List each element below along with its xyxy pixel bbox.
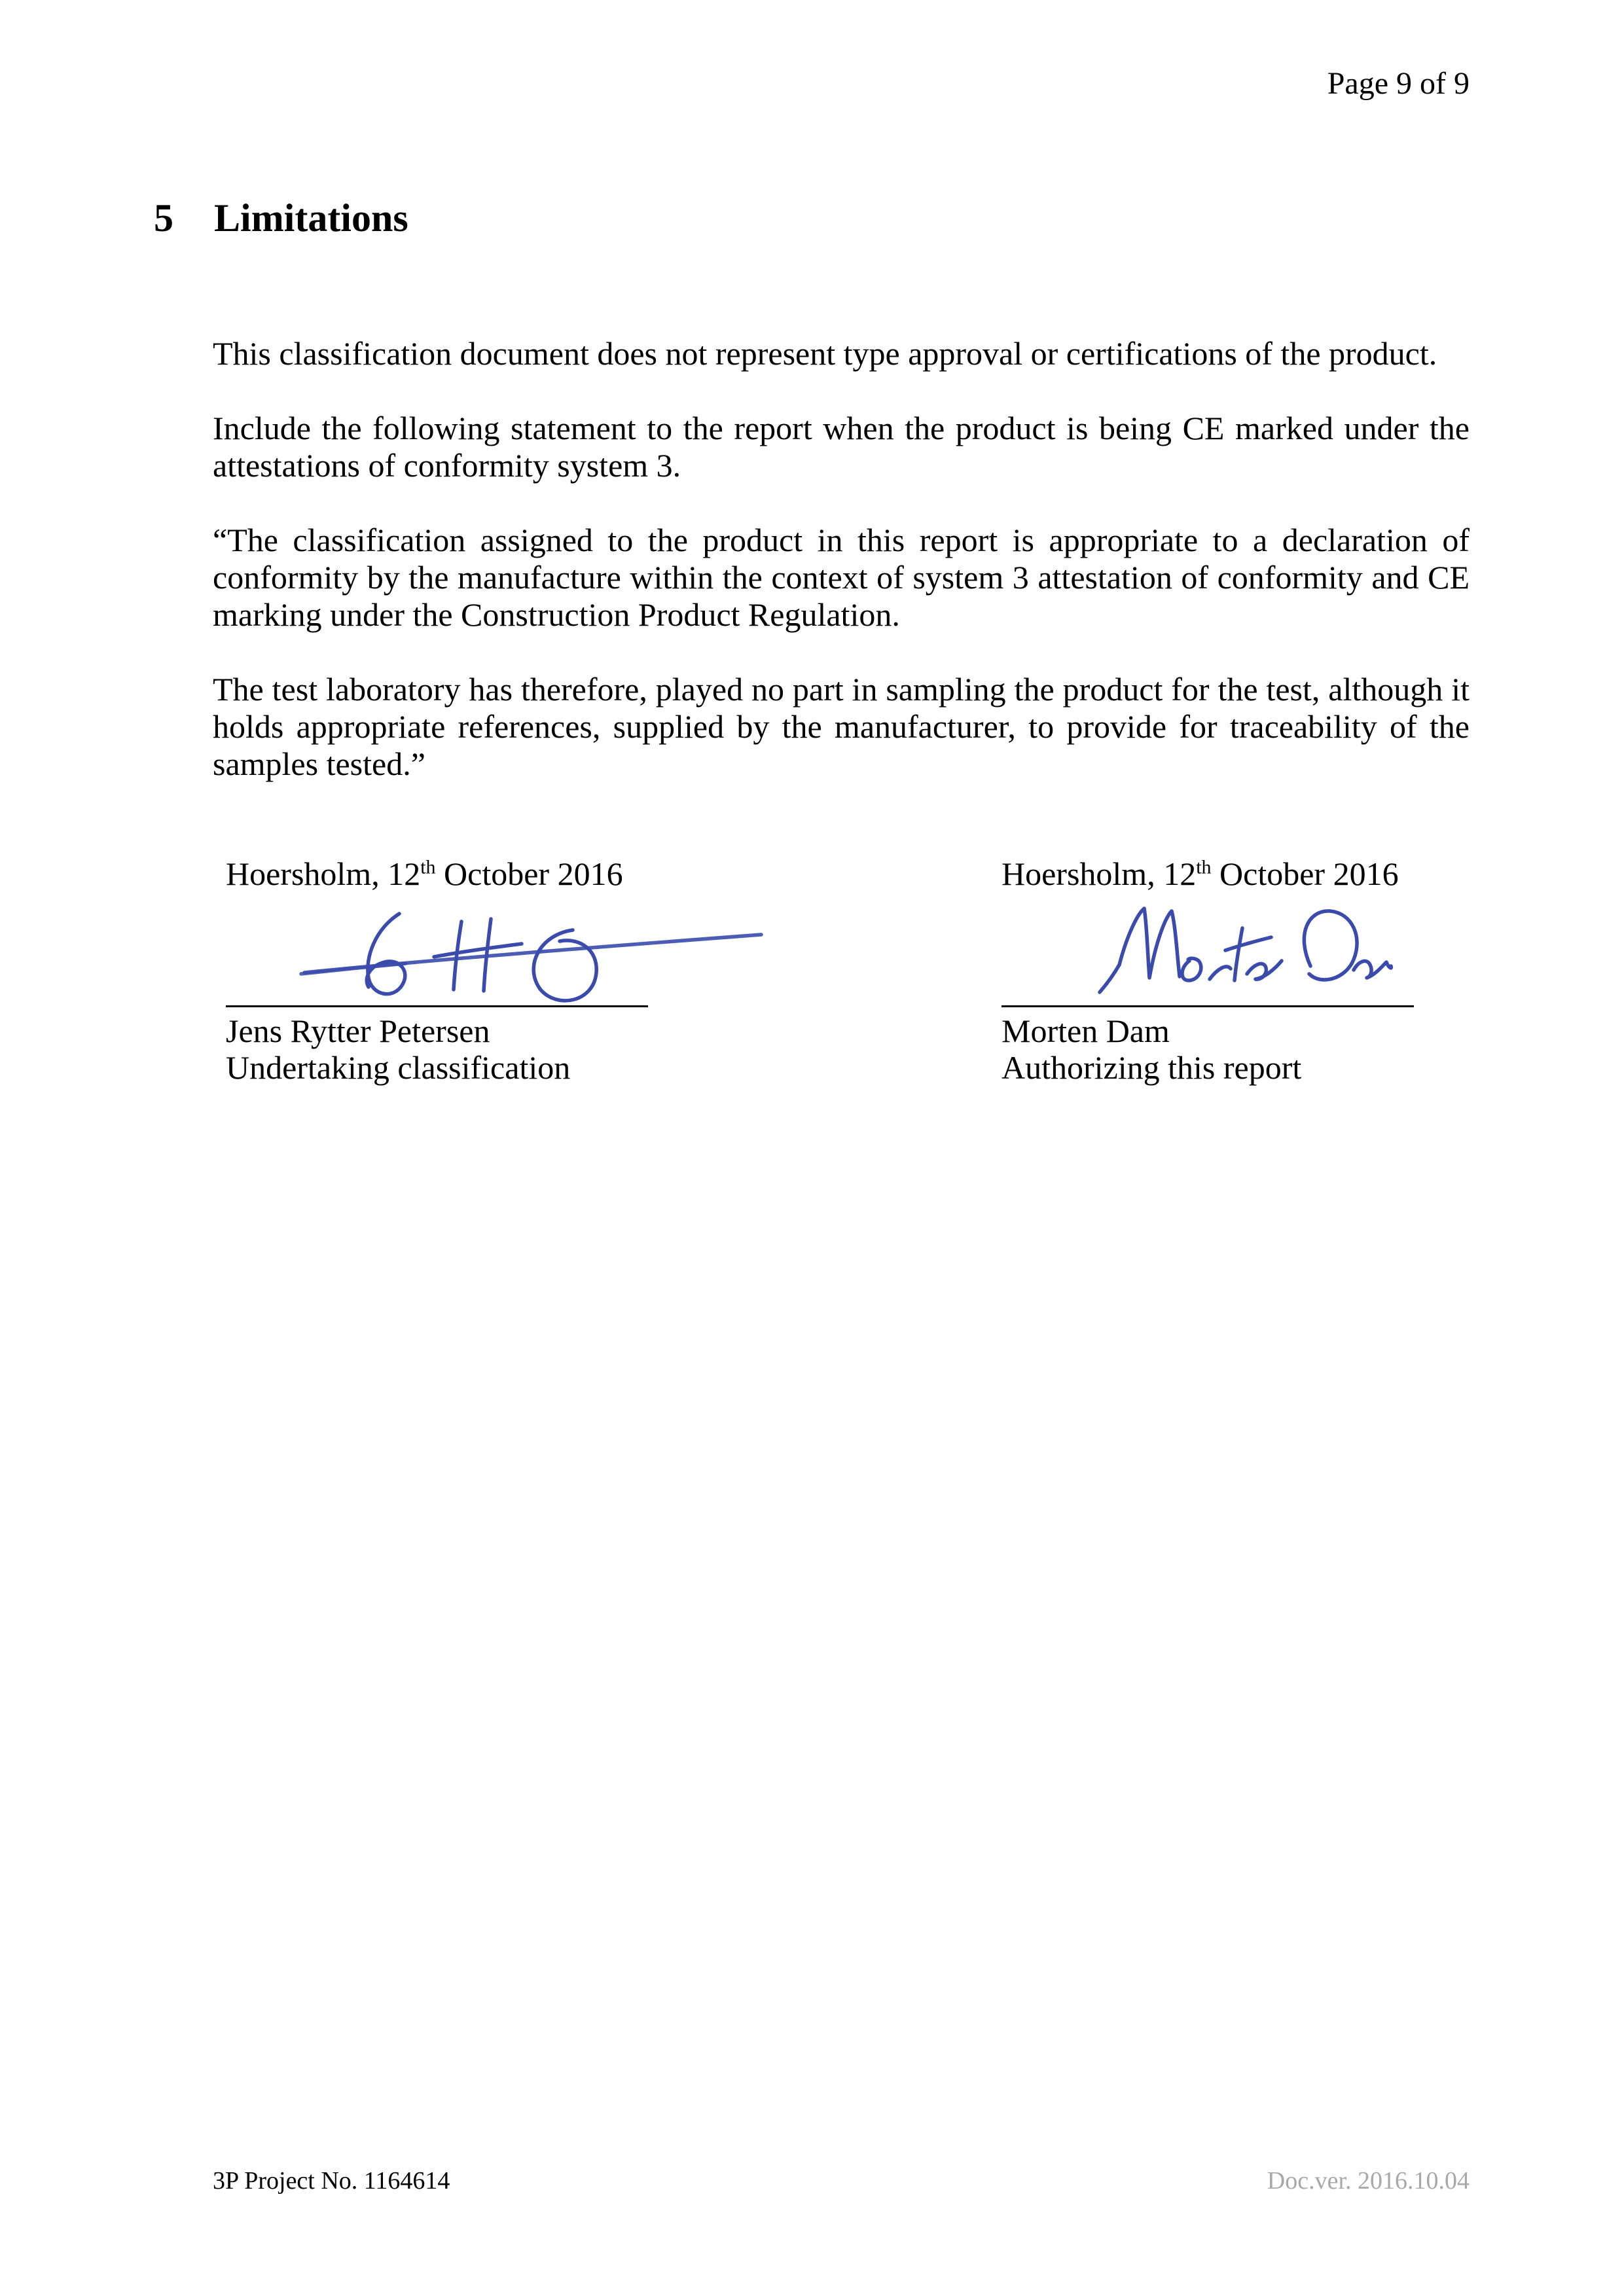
body-paragraph-3: “The classification assigned to the product in this report is appropriate to a declaration of conformity by the manufacture within the context of system 3 attestation of conformity and CE marking under the Construction Product Regulation. [213,522,1470,633]
page-header [1327,65,1470,102]
signatory-role-right: Authorizing this report [1001,1049,1302,1086]
signature-rule-left [226,1005,648,1007]
place-date-prefix: Hoersholm, 12 [226,855,421,892]
morten-dam-signature-icon [1080,894,1394,1004]
section-heading [154,196,408,240]
body-paragraph-2: Include the following statement to the report when the product is being CE marked under the attestations of conformity system 3. [213,410,1470,484]
signature-art-right [1001,893,1470,1005]
signature-section [226,855,1470,1086]
ordinal-suffix: th [1196,856,1212,878]
signatory-name-left: Jens Rytter Petersen [226,1013,490,1049]
footer-doc-version: Doc.ver. 2016.10.04 [1267,2167,1470,2195]
section-number: 5 [154,196,173,240]
signatory-role-left: Undertaking classification [226,1049,571,1086]
ordinal-suffix: th [420,856,436,878]
body-text [213,335,1470,783]
body-paragraph-4: The test laboratory has therefore, played no part in sampling the product for the test, although it holds appropriate references, supplied by the manufacturer, to provide for traceability of the samples tested.” [213,671,1470,782]
signature-art-left [226,893,1001,1005]
body-paragraph-1: This classification document does not represent type approval or certifications of the product. [213,335,1437,372]
place-date-line-right [1001,855,1470,893]
section-title: Limitations [214,196,408,240]
footer-project-number: 3P Project No. 1164614 [213,2167,450,2195]
place-date-suffix: October 2016 [1211,855,1399,892]
jens-rytter-petersen-signature-icon [265,894,776,1004]
page-number-indicator: Page 9 of 9 [1327,66,1470,101]
place-date-suffix: October 2016 [435,855,623,892]
signature-rule-right [1001,1005,1414,1007]
signature-block-right [1001,855,1470,1086]
page-footer [213,2166,1470,2195]
place-date-line-left [226,855,1001,893]
place-date-prefix: Hoersholm, 12 [1001,855,1197,892]
signatory-name-right: Morten Dam [1001,1013,1170,1049]
signature-block-left [226,855,1001,1086]
